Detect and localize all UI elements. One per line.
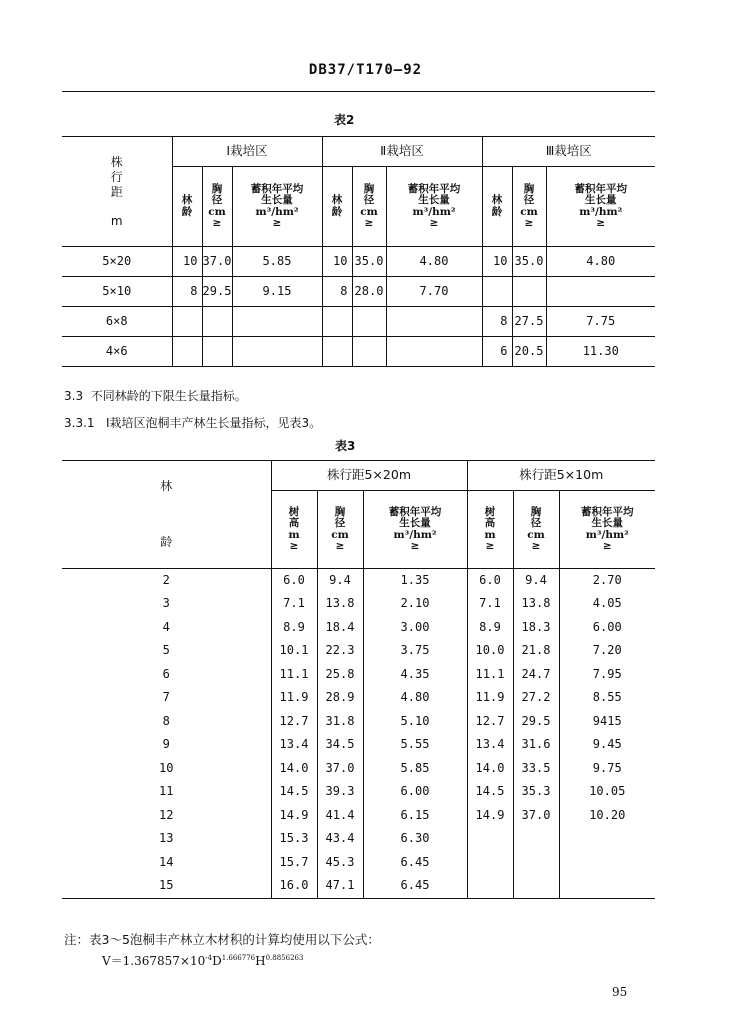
age-cell: 8 bbox=[162, 713, 170, 728]
value-cell: 43.4 bbox=[317, 828, 363, 852]
value-cell: 9.4 bbox=[317, 569, 363, 593]
value-cell: 13.8 bbox=[513, 593, 559, 617]
value-cell: 9.15 bbox=[232, 277, 322, 307]
value-cell: 8 bbox=[322, 277, 352, 307]
age-cell: 2 bbox=[162, 572, 170, 587]
spacing-cell: 6×8 bbox=[62, 307, 172, 337]
value-cell: 8 bbox=[482, 307, 512, 337]
value-cell: 37.0 bbox=[513, 804, 559, 828]
value-cell bbox=[467, 828, 513, 852]
section-3-3-1: 3.3.1 Ⅰ栽培区泡桐丰产林生长量指标，见表3。 bbox=[64, 416, 322, 430]
table-row bbox=[62, 804, 655, 828]
value-cell: 7.70 bbox=[386, 277, 482, 307]
page-number: 95 bbox=[612, 985, 628, 999]
value-cell: 27.2 bbox=[513, 687, 559, 711]
height-subheader: 树 高 m ≥ bbox=[467, 491, 513, 569]
age-cell: 10 bbox=[159, 760, 174, 775]
value-cell: 9415 bbox=[559, 710, 655, 734]
age-cell: 15 bbox=[159, 878, 174, 893]
value-cell: 6.30 bbox=[363, 828, 467, 852]
value-cell: 8 bbox=[172, 277, 202, 307]
table2 bbox=[62, 136, 655, 367]
value-cell: 9.4 bbox=[513, 569, 559, 593]
value-cell: 10 bbox=[482, 247, 512, 277]
age-cell: 7 bbox=[162, 690, 170, 705]
value-cell: 35.0 bbox=[512, 247, 546, 277]
value-cell bbox=[513, 851, 559, 875]
value-cell: 3.00 bbox=[363, 616, 467, 640]
value-cell: 9.45 bbox=[559, 734, 655, 758]
dbh-subheader: 胸 径 cm ≥ bbox=[512, 167, 546, 247]
value-cell: 14.9 bbox=[467, 804, 513, 828]
spacing-cell: 5×10 bbox=[62, 277, 172, 307]
value-cell: 31.8 bbox=[317, 710, 363, 734]
table-row bbox=[62, 593, 655, 617]
table-row bbox=[62, 663, 655, 687]
dbh-subheader: 胸 径 cm ≥ bbox=[513, 491, 559, 569]
value-cell: 7.20 bbox=[559, 640, 655, 664]
volume-formula: $V=1.367857\times 10^{-4}D^{1.666776}H^{0.8856263}$ bbox=[102, 954, 304, 968]
value-cell: 11.9 bbox=[271, 687, 317, 711]
value-cell bbox=[172, 337, 202, 367]
height-subheader: 树 高 m ≥ bbox=[271, 491, 317, 569]
value-cell: 6 bbox=[482, 337, 512, 367]
value-cell: 37.0 bbox=[317, 757, 363, 781]
value-cell bbox=[322, 307, 352, 337]
value-cell: 7.1 bbox=[271, 593, 317, 617]
age-cell: 12 bbox=[159, 807, 174, 822]
value-cell bbox=[559, 851, 655, 875]
table-row bbox=[62, 277, 655, 307]
value-cell: 11.9 bbox=[467, 687, 513, 711]
table-row bbox=[62, 337, 655, 367]
value-cell: 18.4 bbox=[317, 616, 363, 640]
value-cell: 5.85 bbox=[363, 757, 467, 781]
value-cell bbox=[232, 337, 322, 367]
value-cell: 11.30 bbox=[546, 337, 655, 367]
value-cell: 37.0 bbox=[202, 247, 232, 277]
value-cell: 8.55 bbox=[559, 687, 655, 711]
value-cell: 10.05 bbox=[559, 781, 655, 805]
value-cell: 35.3 bbox=[513, 781, 559, 805]
value-cell: 6.45 bbox=[363, 851, 467, 875]
table-row bbox=[62, 640, 655, 664]
age-subheader: 林 龄 bbox=[322, 167, 352, 247]
age-cell: 11 bbox=[159, 784, 174, 799]
value-cell: 7.75 bbox=[546, 307, 655, 337]
value-cell: 5.10 bbox=[363, 710, 467, 734]
value-cell: 9.75 bbox=[559, 757, 655, 781]
value-cell: 13.4 bbox=[467, 734, 513, 758]
value-cell bbox=[482, 277, 512, 307]
value-cell bbox=[559, 828, 655, 852]
table-row bbox=[62, 616, 655, 640]
value-cell bbox=[559, 875, 655, 899]
dbh-subheader: 胸 径 cm ≥ bbox=[317, 491, 363, 569]
value-cell: 7.95 bbox=[559, 663, 655, 687]
table3 bbox=[62, 460, 655, 899]
value-cell: 2.70 bbox=[559, 569, 655, 593]
value-cell: 11.1 bbox=[271, 663, 317, 687]
table3-stub-header: 林 龄 bbox=[62, 461, 271, 569]
value-cell: 5.55 bbox=[363, 734, 467, 758]
value-cell bbox=[513, 875, 559, 899]
value-cell: 31.6 bbox=[513, 734, 559, 758]
table-row bbox=[62, 687, 655, 711]
value-cell: 22.3 bbox=[317, 640, 363, 664]
value-cell: 13.8 bbox=[317, 593, 363, 617]
age-cell: 5 bbox=[162, 643, 170, 658]
growth-subheader: 蓄积年平均 生长量 m³/hm² ≥ bbox=[232, 167, 322, 247]
value-cell bbox=[322, 337, 352, 367]
table-row bbox=[62, 851, 655, 875]
value-cell: 4.80 bbox=[363, 687, 467, 711]
value-cell: 10 bbox=[322, 247, 352, 277]
value-cell bbox=[386, 307, 482, 337]
value-cell: 24.7 bbox=[513, 663, 559, 687]
value-cell: 12.7 bbox=[271, 710, 317, 734]
value-cell bbox=[202, 307, 232, 337]
age-cell: 13 bbox=[159, 831, 174, 846]
value-cell bbox=[352, 337, 386, 367]
value-cell bbox=[513, 828, 559, 852]
value-cell: 10.1 bbox=[271, 640, 317, 664]
value-cell: 4.05 bbox=[559, 593, 655, 617]
value-cell: 4.80 bbox=[386, 247, 482, 277]
standard-code: DB37/T170—92 bbox=[308, 62, 423, 78]
age-cell: 14 bbox=[159, 854, 174, 869]
value-cell bbox=[202, 337, 232, 367]
table-row bbox=[62, 875, 655, 899]
zone2-header: Ⅱ栽培区 bbox=[322, 137, 482, 167]
value-cell: 14.0 bbox=[467, 757, 513, 781]
value-cell: 34.5 bbox=[317, 734, 363, 758]
table-row bbox=[62, 247, 655, 277]
value-cell: 14.9 bbox=[271, 804, 317, 828]
value-cell: 14.5 bbox=[271, 781, 317, 805]
value-cell: 21.8 bbox=[513, 640, 559, 664]
zone3-header: Ⅲ栽培区 bbox=[482, 137, 655, 167]
value-cell: 4.80 bbox=[546, 247, 655, 277]
value-cell: 3.75 bbox=[363, 640, 467, 664]
value-cell: 45.3 bbox=[317, 851, 363, 875]
value-cell: 10.0 bbox=[467, 640, 513, 664]
value-cell: 25.8 bbox=[317, 663, 363, 687]
value-cell: 6.00 bbox=[363, 781, 467, 805]
table-row bbox=[62, 734, 655, 758]
value-cell: 14.5 bbox=[467, 781, 513, 805]
value-cell: 13.4 bbox=[271, 734, 317, 758]
table-row bbox=[62, 710, 655, 734]
growth-subheader: 蓄积年平均 生长量 m³/hm² ≥ bbox=[386, 167, 482, 247]
value-cell: 14.0 bbox=[271, 757, 317, 781]
age-cell: 4 bbox=[162, 619, 170, 634]
group2-header: 株行距5×10m bbox=[467, 461, 655, 491]
value-cell: 41.4 bbox=[317, 804, 363, 828]
table2-stub-header: 株 行 距 m bbox=[62, 137, 172, 247]
value-cell: 47.1 bbox=[317, 875, 363, 899]
value-cell: 15.7 bbox=[271, 851, 317, 875]
value-cell: 6.45 bbox=[363, 875, 467, 899]
value-cell bbox=[467, 875, 513, 899]
age-subheader: 林 龄 bbox=[482, 167, 512, 247]
group1-header: 株行距5×20m bbox=[271, 461, 467, 491]
value-cell: 6.15 bbox=[363, 804, 467, 828]
age-cell: 9 bbox=[162, 737, 170, 752]
value-cell bbox=[512, 277, 546, 307]
value-cell: 28.9 bbox=[317, 687, 363, 711]
value-cell: 29.5 bbox=[202, 277, 232, 307]
value-cell: 29.5 bbox=[513, 710, 559, 734]
value-cell bbox=[467, 851, 513, 875]
growth-subheader: 蓄积年平均 生长量 m³/hm² ≥ bbox=[546, 167, 655, 247]
value-cell: 6.0 bbox=[271, 569, 317, 593]
zone1-header: Ⅰ栽培区 bbox=[172, 137, 322, 167]
value-cell: 15.3 bbox=[271, 828, 317, 852]
growth-subheader: 蓄积年平均 生长量 m³/hm² ≥ bbox=[363, 491, 467, 569]
table-row bbox=[62, 828, 655, 852]
value-cell: 39.3 bbox=[317, 781, 363, 805]
value-cell bbox=[386, 337, 482, 367]
value-cell: 35.0 bbox=[352, 247, 386, 277]
table-row bbox=[62, 569, 655, 593]
value-cell bbox=[172, 307, 202, 337]
value-cell: 8.9 bbox=[467, 616, 513, 640]
spacing-cell: 5×20 bbox=[62, 247, 172, 277]
table3-caption: 表3 bbox=[335, 439, 356, 453]
value-cell: 4.35 bbox=[363, 663, 467, 687]
value-cell: 18.3 bbox=[513, 616, 559, 640]
age-subheader: 林 龄 bbox=[172, 167, 202, 247]
value-cell: 6.00 bbox=[559, 616, 655, 640]
value-cell: 6.0 bbox=[467, 569, 513, 593]
table-row bbox=[62, 307, 655, 337]
value-cell: 11.1 bbox=[467, 663, 513, 687]
table-row bbox=[62, 757, 655, 781]
value-cell bbox=[352, 307, 386, 337]
table-row bbox=[62, 781, 655, 805]
spacing-cell: 4×6 bbox=[105, 343, 128, 358]
value-cell: 10 bbox=[172, 247, 202, 277]
value-cell: 7.1 bbox=[467, 593, 513, 617]
value-cell: 20.5 bbox=[512, 337, 546, 367]
value-cell: 8.9 bbox=[271, 616, 317, 640]
table-note: 注：表3～5泡桐丰产林立木材积的计算均使用以下公式： bbox=[64, 932, 380, 947]
value-cell: 1.35 bbox=[363, 569, 467, 593]
header-rule bbox=[62, 91, 655, 92]
value-cell bbox=[232, 307, 322, 337]
age-cell: 3 bbox=[162, 596, 170, 611]
value-cell: 5.85 bbox=[232, 247, 322, 277]
value-cell: 27.5 bbox=[512, 307, 546, 337]
dbh-subheader: 胸 径 cm ≥ bbox=[352, 167, 386, 247]
value-cell: 33.5 bbox=[513, 757, 559, 781]
growth-subheader: 蓄积年平均 生长量 m³/hm² ≥ bbox=[559, 491, 655, 569]
value-cell: 12.7 bbox=[467, 710, 513, 734]
value-cell: 10.20 bbox=[559, 804, 655, 828]
value-cell: 28.0 bbox=[352, 277, 386, 307]
value-cell: 16.0 bbox=[271, 875, 317, 899]
age-cell: 6 bbox=[162, 666, 170, 681]
section-3-3: 3.3 不同林龄的下限生长量指标。 bbox=[64, 389, 247, 403]
value-cell bbox=[546, 277, 655, 307]
table2-caption: 表2 bbox=[334, 113, 355, 127]
value-cell: 2.10 bbox=[363, 593, 467, 617]
dbh-subheader: 胸 径 cm ≥ bbox=[202, 167, 232, 247]
